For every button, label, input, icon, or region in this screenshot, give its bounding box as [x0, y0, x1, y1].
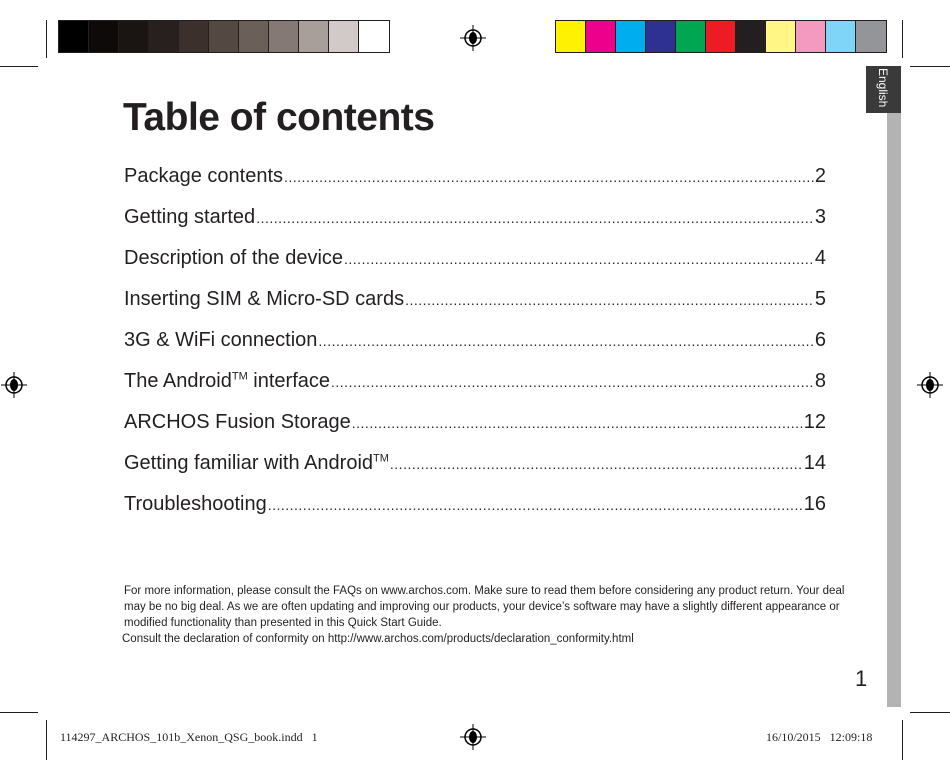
dot-leader — [284, 169, 814, 185]
color-swatch — [706, 21, 736, 52]
toc-entry-page: 4 — [814, 247, 826, 269]
gray-swatch — [329, 21, 359, 52]
side-thumb-bar — [887, 113, 901, 707]
toc-entry-title: ARCHOS Fusion Storage — [124, 411, 351, 433]
toc-entry[interactable] — [124, 322, 826, 352]
gray-swatch — [149, 21, 179, 52]
toc-entry[interactable] — [124, 486, 826, 516]
toc-entry-title-suffix: interface — [247, 370, 331, 392]
language-tab-label: English — [876, 68, 890, 108]
gray-swatch — [239, 21, 269, 52]
language-tab — [866, 66, 901, 113]
toc-entry[interactable] — [124, 240, 826, 270]
toc-entry-title: 3G & WiFi connection — [124, 329, 318, 351]
info-note: For more information, please consult the FAQs on www.archos.com. Make sure to read them before considering any product return. Your deal may be no big deal. As we are often updating and improving our products, your device’s software may have a slightly different appearance or modified functionality than presented in this Quick Start Guide. — [124, 585, 845, 629]
color-swatch — [796, 21, 826, 52]
dot-leader — [331, 374, 814, 390]
registration-mark-icon — [1, 372, 27, 398]
toc-entry-page: 6 — [814, 329, 826, 351]
color-swatch — [736, 21, 766, 52]
toc-entry-label — [124, 493, 267, 516]
toc-entry[interactable] — [124, 445, 826, 475]
gray-swatch — [359, 21, 389, 52]
toc-entry-label — [124, 165, 283, 188]
toc-entry-title: Getting started — [124, 206, 256, 228]
conformity-note: Consult the declaration of conformity on http://www.archos.com/products/declaration_conformity.html — [122, 633, 634, 645]
toc-entry[interactable] — [124, 199, 826, 229]
toc-entry[interactable] — [124, 281, 826, 311]
grayscale-color-bar — [58, 20, 390, 53]
color-swatch — [856, 21, 886, 52]
dot-leader — [256, 210, 814, 226]
slug-filename: 114297_ARCHOS_101b_Xenon_QSG_book.indd 1 — [60, 730, 318, 744]
process-color-bar — [555, 20, 887, 53]
crop-mark — [0, 712, 38, 713]
dot-leader — [268, 497, 803, 513]
toc-entry-page: 5 — [814, 288, 826, 310]
color-swatch — [826, 21, 856, 52]
slug-datetime: 16/10/2015 12:09:18 — [766, 730, 873, 744]
toc-entry-label — [124, 411, 351, 434]
gray-swatch — [269, 21, 299, 52]
toc-entry-label — [124, 452, 389, 475]
toc-entry-page: 16 — [803, 493, 826, 515]
toc-entry-title: Getting familiar with Android — [124, 452, 374, 474]
color-swatch — [646, 21, 676, 52]
gray-swatch — [179, 21, 209, 52]
toc-entry-label — [124, 247, 343, 270]
dot-leader — [390, 456, 803, 472]
trademark-sup: TM — [231, 370, 248, 383]
toc-entry-page: 8 — [814, 370, 826, 392]
color-swatch — [586, 21, 616, 52]
toc-entry[interactable] — [124, 363, 826, 393]
registration-mark-icon — [460, 25, 486, 51]
toc-entry-title: Inserting SIM & Micro-SD cards — [124, 288, 405, 310]
crop-mark — [910, 66, 950, 67]
gray-swatch — [209, 21, 239, 52]
toc-entry-page: 2 — [814, 165, 826, 187]
dot-leader — [405, 292, 814, 308]
dot-leader — [344, 251, 814, 267]
color-swatch — [766, 21, 796, 52]
crop-mark — [902, 20, 903, 58]
toc-entry-label — [124, 329, 317, 352]
toc-entry-page: 3 — [814, 206, 826, 228]
crop-mark — [910, 712, 950, 713]
gray-swatch — [89, 21, 119, 52]
toc-entry-title: Troubleshooting — [124, 493, 267, 515]
color-swatch — [556, 21, 586, 52]
gray-swatch — [59, 21, 89, 52]
page-title: Table of contents — [123, 96, 435, 139]
toc-entry-page: 12 — [803, 411, 826, 433]
gray-swatch — [299, 21, 329, 52]
dot-leader — [352, 415, 803, 431]
toc-entry-title: The Android — [124, 370, 232, 392]
registration-mark-icon — [460, 724, 486, 750]
color-swatch — [616, 21, 646, 52]
page-number: 1 — [855, 666, 868, 691]
gray-swatch — [119, 21, 149, 52]
toc-entry[interactable] — [124, 404, 826, 434]
crop-mark — [0, 66, 38, 67]
toc-entry[interactable] — [124, 158, 826, 188]
toc-entry-title: Package contents — [124, 165, 283, 187]
color-swatch — [676, 21, 706, 52]
trademark-sup: TM — [373, 452, 389, 465]
toc-entry-label — [124, 288, 404, 311]
toc-entry-page: 14 — [803, 452, 826, 474]
registration-mark-icon — [917, 372, 943, 398]
toc-entry-label — [124, 370, 330, 393]
crop-mark — [46, 20, 47, 58]
crop-mark — [46, 720, 47, 760]
dot-leader — [318, 333, 813, 349]
toc-entry-label — [124, 206, 255, 229]
crop-mark — [902, 720, 903, 760]
toc-entry-title: Description of the device — [124, 247, 344, 269]
